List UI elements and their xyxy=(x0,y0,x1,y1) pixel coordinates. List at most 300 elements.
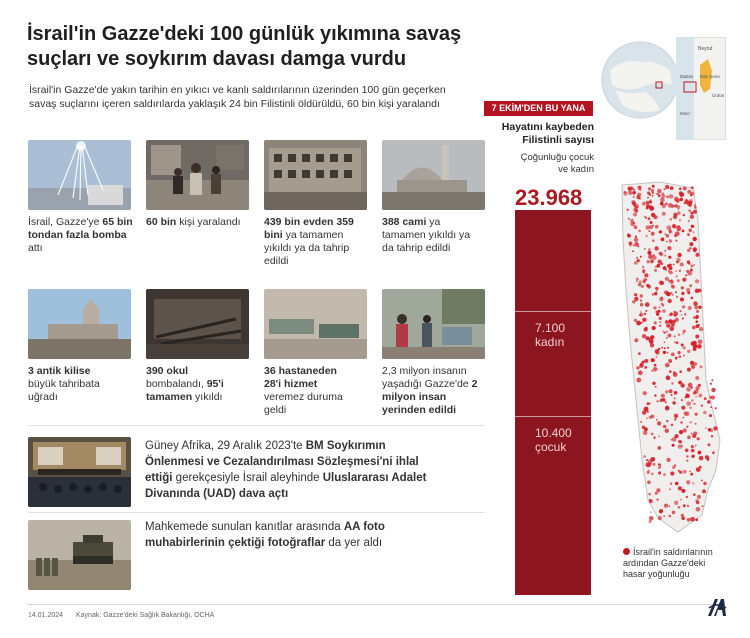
damage-dot xyxy=(656,400,658,402)
damage-dot xyxy=(698,451,702,455)
damage-dot xyxy=(640,421,642,423)
damage-dot xyxy=(687,271,692,276)
damage-dot xyxy=(636,378,641,383)
damage-dot xyxy=(660,399,662,401)
damage-dot xyxy=(693,316,696,319)
damage-dot xyxy=(689,284,692,287)
damage-dot xyxy=(706,458,709,461)
damage-dot xyxy=(691,342,695,346)
evidence-text: Mahkemede sunulan kanıtlar arasında AA foto muhabirlerinin çektiği fotoğraflar da yer aldı xyxy=(145,521,385,549)
damage-dot xyxy=(652,326,656,330)
damage-dot xyxy=(628,191,632,195)
damage-dot xyxy=(691,433,693,435)
damage-dot xyxy=(642,334,646,338)
damage-dot xyxy=(648,187,651,190)
damage-dot xyxy=(680,310,682,312)
damage-dot xyxy=(681,489,685,493)
damage-dot xyxy=(665,203,668,206)
damage-dot xyxy=(677,253,681,257)
damage-dot xyxy=(647,260,650,263)
damage-dot xyxy=(634,293,637,296)
damage-dot xyxy=(680,298,684,302)
damage-dot xyxy=(643,455,646,458)
damage-dot xyxy=(659,230,662,233)
damage-dot xyxy=(688,306,692,310)
photo-school xyxy=(146,289,249,359)
damage-dot xyxy=(696,467,701,472)
damage-dot xyxy=(681,384,684,387)
photo-destroyed-mosque xyxy=(382,140,485,210)
damage-dot xyxy=(648,255,653,260)
damage-dot xyxy=(672,401,675,404)
damage-dot xyxy=(709,414,712,417)
damage-dot xyxy=(643,430,648,435)
damage-dot xyxy=(696,310,699,313)
damage-dot xyxy=(688,383,693,388)
damage-dot xyxy=(646,459,648,461)
damage-dot xyxy=(649,520,652,523)
damage-dot xyxy=(660,262,663,265)
damage-dot xyxy=(674,418,676,420)
damage-dot xyxy=(685,274,687,276)
damage-dot xyxy=(693,347,697,351)
damage-dot xyxy=(679,440,682,443)
damage-dot xyxy=(674,398,676,400)
damage-dot xyxy=(683,470,687,474)
divider xyxy=(28,425,485,426)
damage-dot xyxy=(669,489,671,491)
damage-dot xyxy=(658,446,662,450)
damage-dot xyxy=(669,389,673,393)
damage-dot xyxy=(687,203,689,205)
damage-dot xyxy=(679,430,683,434)
damage-dot xyxy=(687,368,691,372)
damage-dot xyxy=(695,344,697,346)
damage-dot xyxy=(659,509,663,513)
damage-dot xyxy=(671,205,674,208)
damage-dot xyxy=(712,451,715,454)
damage-dot xyxy=(658,467,660,469)
damage-dot xyxy=(667,225,672,230)
damage-dot xyxy=(683,411,687,415)
damage-dot xyxy=(692,482,694,484)
damage-dot xyxy=(666,331,668,333)
damage-dot xyxy=(656,356,658,358)
damage-dot xyxy=(636,280,638,282)
damage-dot xyxy=(661,238,665,242)
damage-dot xyxy=(666,241,668,243)
damage-dot xyxy=(686,387,691,392)
footer-source: Kaynak: Gazze'deki Sağlık Bakanlığı, OCHA xyxy=(76,612,215,619)
damage-dot xyxy=(672,320,676,324)
damage-dot xyxy=(653,367,658,372)
damage-dot xyxy=(694,204,696,206)
damage-dot xyxy=(677,279,680,282)
damage-dot xyxy=(648,337,652,341)
damage-dot xyxy=(647,481,651,485)
damage-dot xyxy=(694,403,696,405)
casualty-heading: Hayatını kaybeden Filistinli sayısı xyxy=(501,121,594,146)
photo-church xyxy=(28,289,131,359)
icj-text: Güney Afrika, 29 Aralık 2023'te BM Soykırımın Önlenmesi ve Cezalandırılması Sözleşmesi'ni ihlal ettiği gerekçesiyle İsrail aleyhinde Uluslararası Adalet Divanında (UAD) dava açtı xyxy=(145,440,427,500)
damage-dot xyxy=(646,418,648,420)
casualty-bar xyxy=(515,210,591,595)
damage-dot xyxy=(649,416,652,419)
damage-dot xyxy=(678,486,682,490)
damage-dot xyxy=(687,518,691,522)
damage-dot xyxy=(695,386,699,390)
damage-dot xyxy=(661,394,665,398)
damage-dot xyxy=(638,352,641,355)
damage-dot xyxy=(691,455,694,458)
damage-dot xyxy=(711,379,713,381)
damage-dot xyxy=(648,248,650,250)
damage-dot xyxy=(667,352,669,354)
damage-dot xyxy=(684,202,686,204)
damage-dot xyxy=(683,214,685,216)
damage-dot xyxy=(635,204,639,208)
photo-icj-court xyxy=(28,437,131,507)
photo-hospital xyxy=(264,289,367,359)
damage-dot xyxy=(686,426,688,428)
damage-dot xyxy=(666,337,668,339)
damage-dot xyxy=(649,516,654,521)
damage-dot xyxy=(676,199,680,203)
gaza-damage-map xyxy=(618,180,724,535)
damage-dot xyxy=(659,321,661,323)
damage-dot xyxy=(683,330,686,333)
damage-dot xyxy=(682,318,684,320)
damage-dot xyxy=(665,406,670,411)
damage-dot xyxy=(707,400,710,403)
damage-dot xyxy=(656,419,658,421)
damage-dot xyxy=(690,361,694,365)
damage-dot xyxy=(691,186,694,189)
damage-dot xyxy=(687,233,690,236)
damage-dot xyxy=(681,344,684,347)
damage-dot xyxy=(690,215,694,219)
damage-dot xyxy=(698,339,703,344)
damage-dot xyxy=(667,246,670,249)
damage-dot xyxy=(683,187,687,191)
damage-dot xyxy=(632,250,634,252)
damage-dot xyxy=(664,347,666,349)
damage-dot xyxy=(640,294,643,297)
damage-dot xyxy=(675,291,677,293)
damage-dot xyxy=(669,239,672,242)
damage-dot xyxy=(689,210,691,212)
damage-dot xyxy=(665,401,667,403)
damage-dot xyxy=(668,256,671,259)
damage-dot xyxy=(630,186,634,190)
damage-dot xyxy=(644,366,647,369)
damage-dot xyxy=(627,209,629,211)
damage-dot xyxy=(663,473,666,476)
damage-dot xyxy=(669,271,673,275)
damage-dot xyxy=(653,306,656,309)
damage-dot xyxy=(713,426,717,430)
total-deaths: 23.968 xyxy=(515,185,583,210)
damage-dot xyxy=(639,280,642,283)
damage-dot xyxy=(675,357,678,360)
since-badge: 7 EKİM'DEN BU YANA xyxy=(484,101,593,116)
damage-dot xyxy=(674,391,678,395)
damage-dot xyxy=(652,239,655,242)
damage-dot xyxy=(678,381,682,385)
damage-dot xyxy=(642,271,645,274)
damage-dot xyxy=(652,256,656,260)
damage-dot xyxy=(634,192,636,194)
damage-dot xyxy=(648,230,650,232)
damage-dot xyxy=(674,501,678,505)
damage-dot xyxy=(697,495,701,499)
map-label: Gazze xyxy=(680,74,694,79)
damage-dot xyxy=(663,425,667,429)
damage-dot xyxy=(689,247,691,249)
damage-dot xyxy=(638,230,641,233)
damage-dot xyxy=(681,286,684,289)
damage-dot xyxy=(697,344,702,349)
damage-dot xyxy=(682,278,686,282)
damage-dot xyxy=(711,388,715,392)
damage-dot xyxy=(647,251,651,255)
damage-dot xyxy=(662,212,666,216)
damage-dot xyxy=(671,285,673,287)
damage-dot xyxy=(656,498,658,500)
damage-dot xyxy=(683,355,685,357)
damage-dot xyxy=(633,213,637,217)
damage-dot xyxy=(683,346,686,349)
damage-dot xyxy=(694,264,696,266)
damage-dot xyxy=(690,473,693,476)
damage-dot xyxy=(659,297,663,301)
damage-dot xyxy=(692,326,696,330)
damage-dot xyxy=(686,455,688,457)
damage-dot xyxy=(688,263,690,265)
damage-dot xyxy=(639,364,643,368)
damage-dot xyxy=(679,188,682,191)
damage-dot xyxy=(666,324,670,328)
damage-dot xyxy=(651,358,655,362)
damage-dot xyxy=(636,257,638,259)
damage-dot xyxy=(646,284,649,287)
divider xyxy=(28,512,485,513)
damage-dot xyxy=(691,297,694,300)
children-value: 10.400 çocuk xyxy=(535,426,572,454)
damage-dot xyxy=(657,264,661,268)
damage-dot xyxy=(663,351,666,354)
damage-dot xyxy=(681,399,683,401)
damage-dot xyxy=(690,517,695,522)
damage-dot xyxy=(669,231,672,234)
damage-dot xyxy=(703,411,707,415)
damage-dot xyxy=(678,208,680,210)
damage-dot xyxy=(659,307,661,309)
damage-dot xyxy=(671,382,673,384)
damage-dot xyxy=(647,471,650,474)
region-inset-map xyxy=(676,37,726,140)
damage-dot xyxy=(674,314,677,317)
damage-dot xyxy=(649,225,653,229)
damage-dot xyxy=(710,406,712,408)
damage-dot xyxy=(682,305,685,308)
damage-dot xyxy=(681,514,684,517)
damage-dot xyxy=(664,250,666,252)
damage-dot xyxy=(673,213,677,217)
damage-dot xyxy=(668,299,672,303)
map-legend: İsrail'in saldırılarının ardından Gazze'deki hasar yoğunluğu xyxy=(623,547,713,579)
map-label: Batı Şeria xyxy=(700,74,720,79)
fact-bombs: İsrail, Gazze'ye 65 bin tondan fazla bomba attı xyxy=(28,216,133,254)
damage-dot xyxy=(703,482,706,485)
damage-dot xyxy=(695,315,699,319)
damage-dot xyxy=(630,219,634,223)
damage-dot xyxy=(689,242,693,246)
damage-dot xyxy=(700,365,703,368)
damage-dot xyxy=(654,215,658,219)
damage-dot xyxy=(694,206,697,209)
damage-dot xyxy=(687,190,691,194)
damage-dot xyxy=(629,242,633,246)
damage-dot xyxy=(695,376,699,380)
damage-dot xyxy=(668,359,672,363)
damage-dot xyxy=(665,233,667,235)
damage-dot xyxy=(711,395,715,399)
damage-dot xyxy=(656,488,660,492)
damage-dot xyxy=(676,275,678,277)
damage-dot xyxy=(679,191,683,195)
damage-dot xyxy=(685,449,689,453)
damage-dot xyxy=(664,290,668,294)
damage-dot xyxy=(709,428,713,432)
footer-divider xyxy=(27,604,723,605)
damage-dot xyxy=(676,482,678,484)
damage-dot xyxy=(682,230,685,233)
damage-dot xyxy=(644,313,646,315)
page-title: İsrail'in Gazze'deki 100 günlük yıkımına savaş suçları ve soykırım davası damga vurdu xyxy=(27,23,462,70)
damage-dot xyxy=(666,234,670,238)
damage-dot xyxy=(642,427,644,429)
damage-dot xyxy=(686,480,690,484)
women-value: 7.100 kadın xyxy=(535,321,566,349)
damage-dot xyxy=(659,252,662,255)
damage-dot xyxy=(636,278,639,281)
damage-dot xyxy=(648,493,651,496)
damage-dot xyxy=(687,435,691,439)
damage-dot xyxy=(644,248,646,250)
damage-dot xyxy=(654,394,656,396)
damage-dot xyxy=(655,287,658,290)
damage-dot xyxy=(681,406,685,410)
bar-divider xyxy=(515,311,591,312)
damage-dot xyxy=(633,196,635,198)
damage-dot xyxy=(655,266,657,268)
damage-dot xyxy=(687,505,689,507)
damage-dot xyxy=(695,445,697,447)
damage-dot xyxy=(679,370,682,373)
damage-dot xyxy=(685,397,687,399)
map-label: Ürdün xyxy=(712,93,725,98)
damage-dot xyxy=(666,195,669,198)
damage-dot xyxy=(679,198,683,202)
damage-dot xyxy=(672,444,675,447)
damage-dot xyxy=(649,200,652,203)
damage-dot xyxy=(666,420,668,422)
damage-dot xyxy=(688,229,692,233)
damage-dot xyxy=(698,394,702,398)
damage-dot xyxy=(670,218,673,221)
map-label: Beyrut xyxy=(698,46,713,52)
damage-dot xyxy=(644,359,648,363)
damage-dot xyxy=(686,496,688,498)
damage-dot xyxy=(652,185,655,188)
damage-dot xyxy=(669,280,673,284)
damage-dot xyxy=(657,421,661,425)
damage-dot xyxy=(642,266,644,268)
damage-dot xyxy=(648,217,651,220)
damage-dot xyxy=(676,341,679,344)
damage-dot xyxy=(661,192,664,195)
damage-dot xyxy=(704,397,707,400)
damage-dot xyxy=(676,258,680,262)
damage-dot xyxy=(693,237,697,241)
photo-wounded-people xyxy=(146,140,249,210)
damage-dot xyxy=(702,489,706,493)
damage-dot xyxy=(674,414,679,419)
damage-dot xyxy=(696,324,700,328)
damage-dot xyxy=(651,433,654,436)
damage-dot xyxy=(697,437,700,440)
damage-dot xyxy=(705,427,707,429)
damage-dot xyxy=(652,382,655,385)
damage-dot xyxy=(702,505,704,507)
damage-dot xyxy=(644,407,649,412)
damage-dot xyxy=(657,189,662,194)
damage-dot xyxy=(667,347,669,349)
damage-dot xyxy=(634,225,638,229)
damage-dot xyxy=(665,363,670,368)
damage-dot xyxy=(634,261,638,265)
damage-dot xyxy=(681,314,683,316)
damage-dot xyxy=(699,327,703,331)
damage-dot xyxy=(678,444,683,449)
damage-dot xyxy=(645,302,650,307)
fact-schools: 390 okul bombalandı, 95'i tamamen yıkıldı xyxy=(146,365,224,403)
damage-dot xyxy=(677,226,679,228)
damage-dot xyxy=(678,351,681,354)
damage-dot xyxy=(651,189,654,192)
damage-dot xyxy=(679,471,682,474)
damage-dot xyxy=(669,326,674,331)
damage-dot xyxy=(695,413,698,416)
damage-dot xyxy=(695,518,698,521)
damage-dot xyxy=(690,407,692,409)
damage-dot xyxy=(693,301,698,306)
damage-dot xyxy=(636,340,638,342)
damage-dot xyxy=(682,333,684,335)
damage-dot xyxy=(663,304,665,306)
damage-dot xyxy=(636,321,641,326)
map-label: Mısır xyxy=(680,111,690,116)
damage-dot xyxy=(661,347,663,349)
damage-dot xyxy=(674,342,676,344)
damage-dot xyxy=(665,185,669,189)
damage-dot xyxy=(668,334,672,338)
damage-dot xyxy=(656,193,658,195)
damage-dot xyxy=(661,202,663,204)
damage-dot xyxy=(696,501,699,504)
damage-dot xyxy=(655,349,659,353)
